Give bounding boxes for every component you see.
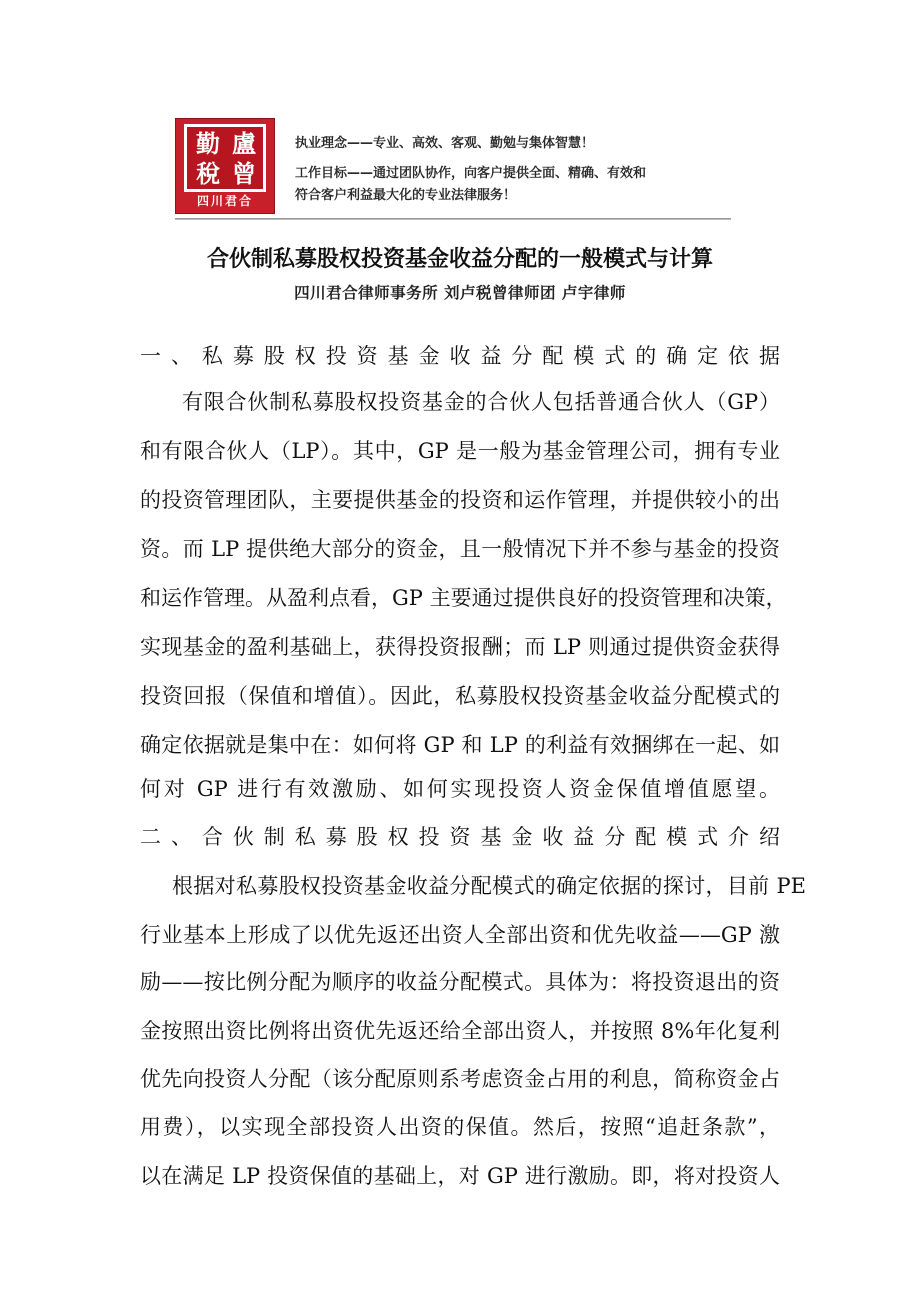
logo-caption: 四川君合	[196, 194, 253, 208]
seal-glyph: 勤	[196, 129, 220, 158]
motto-line: 符合客户利益最大化的专业法律服务！	[295, 188, 517, 203]
paragraph-line: 的投资管理团队，主要提供基金的投资和运作管理，并提供较小的出	[140, 488, 780, 512]
firm-logo	[175, 118, 275, 214]
seal-glyph: 曾	[232, 159, 256, 188]
paragraph-line: 有限合伙制私募股权投资基金的合伙人包括普通合伙人（GP）	[182, 390, 780, 414]
document-author: 四川君合律师事务所 刘卢税曾律师团 卢宇律师	[294, 284, 626, 302]
paragraph-line: 和有限合伙人（LP）。其中，GP 是一般为基金管理公司，拥有专业	[140, 439, 780, 463]
motto-line: 工作目标——通过团队协作，向客户提供全面、精确、有效和	[295, 166, 647, 181]
paragraph-line: 实现基金的盈利基础上，获得投资报酬；而 LP 则通过提供资金获得	[140, 635, 780, 659]
paragraph-line: 以在满足 LP 投资保值的基础上，对 GP 进行激励。即，将对投资人	[140, 1164, 780, 1188]
logo-seal	[184, 124, 266, 192]
paragraph-line: 和运作管理。从盈利点看，GP 主要通过提供良好的投资管理和决策，	[140, 586, 787, 610]
paragraph-line: 用费），以实现全部投资人出资的保值。然后，按照“追赶条款”，	[140, 1115, 780, 1139]
motto-line: 执业理念——专业、高效、客观、勤勉与集体智慧！	[295, 136, 595, 151]
paragraph-line: 金按照出资比例将出资优先返还给全部出资人，并按照 8%年化复利	[140, 1019, 780, 1043]
paragraph-line: 优先向投资人分配（该分配原则系考虑资金占用的利息，简称资金占	[140, 1067, 780, 1091]
paragraph-line: 行业基本上形成了以优先返还出资人全部出资和优先收益——GP 激	[140, 923, 780, 947]
paragraph-line: 根据对私募股权投资基金收益分配模式的确定依据的探讨，目前 PE	[172, 874, 806, 898]
seal-glyph: 稅	[196, 159, 220, 188]
seal-glyph: 盧	[232, 129, 256, 158]
paragraph-line: 何对 GP 进行有效激励、如何实现投资人资金保值增值愿望。	[140, 777, 780, 801]
paragraph-line: 资。而 LP 提供绝大部分的资金，且一般情况下并不参与基金的投资	[140, 537, 780, 561]
paragraph-line: 确定依据就是集中在：如何将 GP 和 LP 的利益有效捆绑在一起、如	[140, 733, 780, 757]
document-title: 合伙制私募股权投资基金收益分配的一般模式与计算	[206, 247, 713, 272]
section-heading-2: 二、合伙制私募股权投资基金收益分配模式介绍	[140, 825, 780, 849]
letterhead	[175, 118, 731, 224]
paragraph-line: 投资回报（保值和增值）。因此，私募股权投资基金收益分配模式的	[140, 684, 780, 708]
paragraph-line: 励——按比例分配为顺序的收益分配模式。具体为：将投资退出的资	[140, 970, 780, 994]
section-heading-1: 一、私募股权投资基金收益分配模式的确定依据	[140, 344, 780, 368]
header-divider	[175, 218, 731, 220]
